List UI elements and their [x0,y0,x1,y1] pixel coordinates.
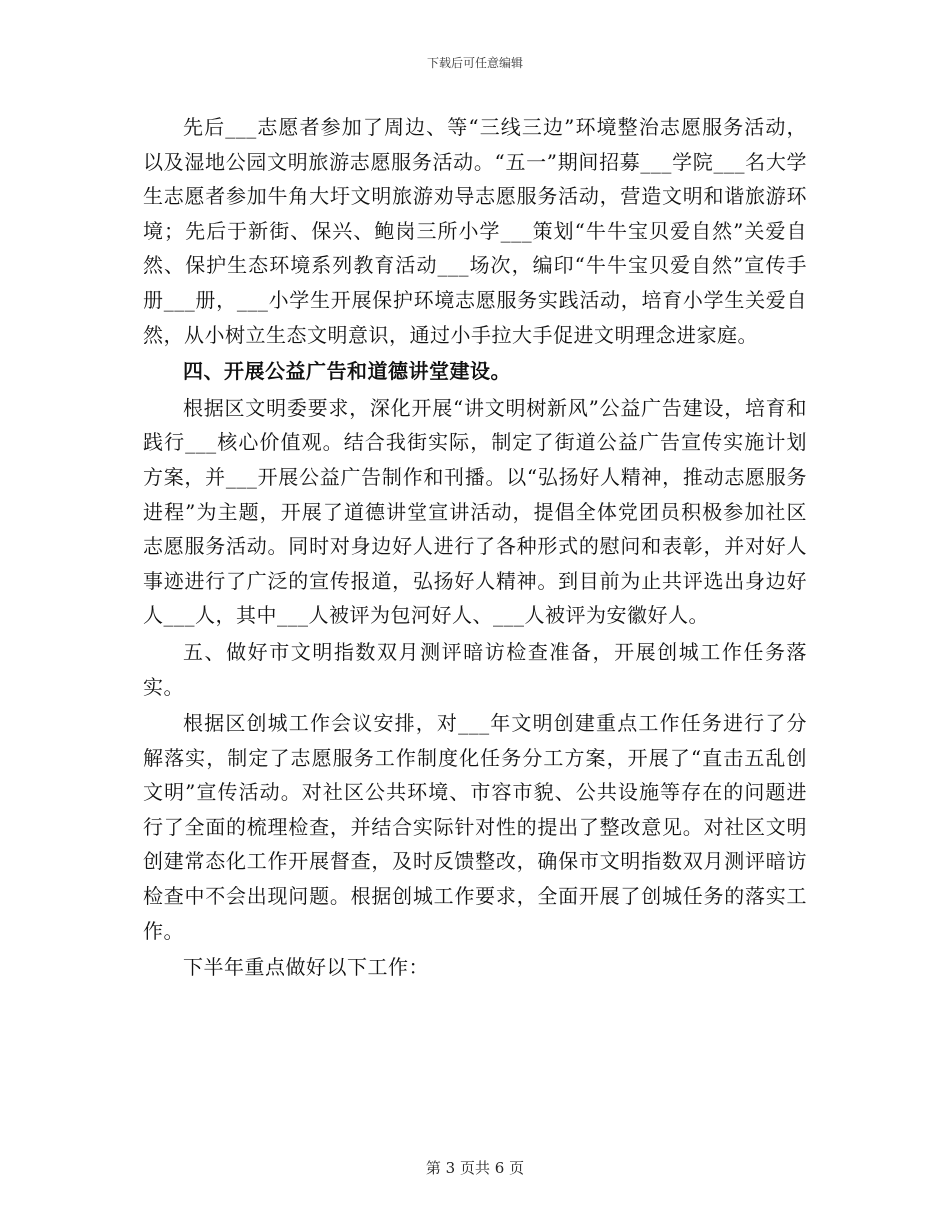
page-footer: 第 3 页共 6 页 [425,1159,525,1177]
document-body [143,110,807,985]
page-header: 下载后可任意编辑 [426,56,523,70]
paragraph-second-half: 下半年重点做好以下工作： [183,955,429,980]
paragraph-public-ads: 根据区文明委要求，深化开展“讲文明树新风”公益广告建设，培育和践行___核心价值观。结合我街实际，制定了街道公益广告宣传实施计划方案，并___开展公益广告制作和刊播。以“弘扬好人精神，推动志愿服务进程”为主题，开展了道德讲堂宣讲活动，提倡全体党团员积极参加社区志愿服务活动。同时对身边好人进行了各种形式的慰问和表彰，并对好人事迹进行了广泛的宣传报道，弘扬好人精神。到目前为止共评选出身边好人___人，其中___人被评为包河好人、___人被评为安徽好人。 [143,395,807,628]
paragraph-volunteer-activities: 先后___志愿者参加了周边、等“三线三边”环境整治志愿服务活动，以及湿地公园文明旅游志愿服务活动。“五一”期间招募___学院___名大学生志愿者参加牛角大圩文明旅游劝导志愿服务活动，营造文明和谐旅游环境；先后于新街、保兴、鲍岗三所小学___策划“牛牛宝贝爱自然”关爱自然、保护生态环境系列教育活动___场次，编印“牛牛宝贝爱自然”宣传手册___册，___小学生开展保护环境志愿服务实践活动，培育小学生关爱自然，从小树立生态文明意识，通过小手拉大手促进文明理念进家庭。 [143,115,807,347]
section-heading-public-ads: 四、开展公益广告和道德讲堂建设。 [183,359,511,384]
section-heading-evaluation: 五、做好市文明指数双月测评暗访检查准备，开展创城工作任务落实。 [143,639,807,699]
paragraph-city-creation: 根据区创城工作会议安排，对___年文明创建重点工作任务进行了分解落实，制定了志愿服务工作制度化任务分工方案，开展了“直击五乱创文明”宣传活动。对社区公共环境、市容市貌、公共设施等存在的问题进行了全面的梳理检查，并结合实际针对性的提出了整改意见。对社区文明创建常态化工作开展督查，及时反馈整改，确保市文明指数双月测评暗访检查中不会出现问题。根据创城工作要求，全面开展了创城任务的落实工作。 [143,711,807,943]
